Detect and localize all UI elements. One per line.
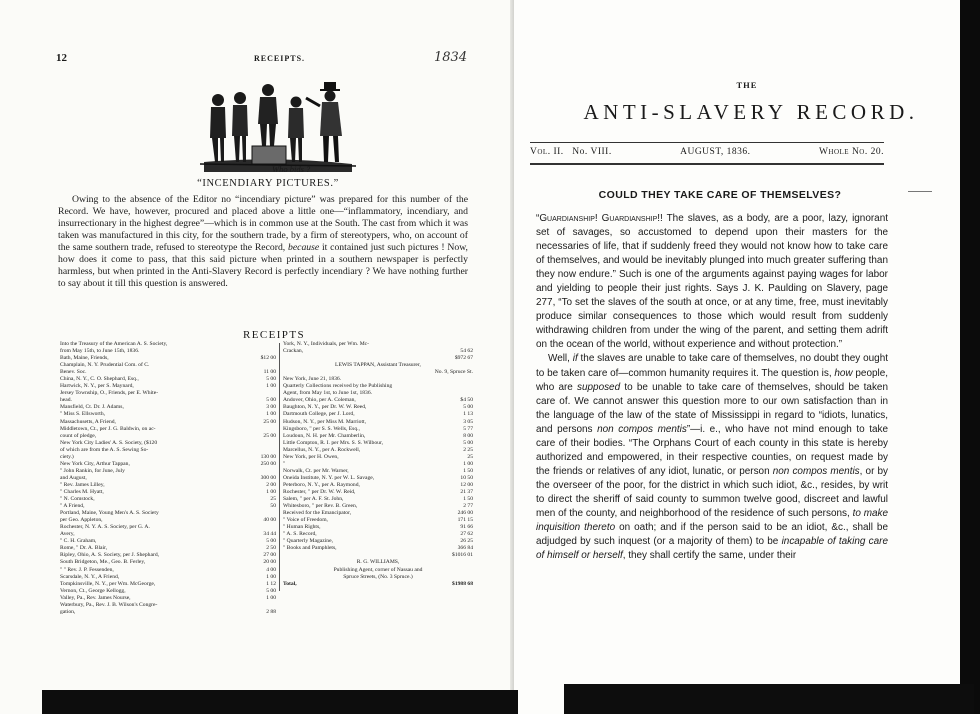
receipt-amount: 1 00 [266,411,276,418]
receipt-text: from May 15th, to June 15th, 1836. [60,348,140,355]
receipt-row [283,552,473,559]
receipt-amount: 5 77 [463,425,473,432]
receipt-description: " " Rev. J. P. Fessenden, [60,566,114,573]
receipt-signature: Spruce Streets, (No. 3 Spruce.) [343,573,413,580]
receipt-row [283,397,473,404]
receipt-description: Massachusetts, A Friend, [60,418,116,425]
receipt-description: Rome, " Dr. A. Blair, [60,545,108,552]
receipt-description: and August, [60,474,87,481]
receipt-text: Jersey Township, O., Friends, per E. White- [60,390,159,397]
receipt-row [60,369,276,376]
article-paragraph: “Guardianship! Guardianship!! The slaves, as a body, are a poor, lazy, ignorant set of savages, so accustomed to depend upon their masters for the necessaries of life, that if suddenly freed they would not know how to take care of themselves, and would be inevitably plunged into much greater suffering than they now endure.” Such is one of the arguments against paying wages for labor and yielding to people their just rights. Says J. K. Paulding on Slavery, page 277, “To set the slaves of the south at once, or at any time, free, must inevitably produce similar consequences to those which would result from suddenly withdrawing children from under the wing of the parent, and setting them adrift on the ocean of the world, without experience and without protection.” [536,213,888,351]
receipt-row [283,538,473,545]
receipt-amount: 12 00 [460,481,473,488]
receipt-description: " Charles M. Hyatt, [60,488,104,495]
receipt-row [60,581,276,588]
receipt-amount: 21 37 [460,488,473,495]
receipt-description: Whitesboro, " per Rev. B. Green, [283,503,358,510]
receipt-text: " John Rankin, for June, July [60,467,125,474]
receipt-row [283,426,473,433]
receipt-description: Scarsdale, N. Y., A Friend, [60,573,120,580]
receipt-description: Received for the Emancipator, [283,510,352,517]
receipt-row [60,404,276,411]
receipt-text: New York, June 21, 1836. [283,376,342,383]
receipt-amount: 50 [270,503,276,510]
receipt-row [283,447,473,454]
receipt-amount: 5 00 [463,439,473,446]
receipt-amount: 4 00 [266,566,276,573]
issue-whole-number: Whole No. 20. [818,147,884,157]
receipt-description: " Books and Pamphlets, [283,545,337,552]
receipt-description: " [283,460,286,467]
issue-volume: Vol. II. [530,147,564,157]
receipt-row [283,517,473,524]
receipt-row [60,355,276,362]
receipt-amount: $1988 68 [452,580,473,587]
receipt-row [283,503,473,510]
receipt-amount: $972 67 [454,355,473,362]
receipt-description: Bath, Maine, Friends, [60,355,109,362]
receipt-description: Oneida Institute, N. Y. per W. L. Savage, [283,474,375,481]
receipt-row [283,404,473,411]
receipt-amount: 1 50 [463,496,473,503]
receipt-signature: LEWIS TAPPAN, Assistant Treasurer, [335,362,421,369]
receipt-text: Agent, from May 1st, to June 1st, 1836. [283,390,373,397]
article-body-right [536,212,888,563]
receipt-row [283,545,473,552]
issue-number: No. VIII. [572,147,612,157]
receipt-description: York, N. Y., Individuals, per Wm. Mc- [283,341,370,347]
receipt-text: New York City Ladies' A. S. Society, ($120 [60,439,158,446]
scan-border-bottom-right [564,684,974,714]
receipt-amount: 130 00 [260,453,276,460]
receipt-text: Champlain, N. Y. Prudential Com. of C. [60,362,150,369]
receipt-description: " A Friend, [60,503,85,510]
receipt-description: Ripley, Ohio, A. S. Society, per J. Shephard, [60,552,160,559]
receipt-row [60,503,276,510]
handwritten-note: 1834 [434,50,468,65]
receipt-row [283,440,473,447]
receipt-signature: R. G. WILLIAMS, [356,559,400,566]
receipt-row [283,454,473,461]
receipt-amount: 54 62 [460,348,473,355]
receipt-amount: 2 77 [463,503,473,510]
receipt-description: Mansfield, Ct. Dr. J. Adams, [60,404,124,411]
receipt-description: " Miss S. Ellsworth, [60,411,106,418]
receipt-row [60,397,276,404]
receipt-amount: 2 88 [266,608,276,615]
receipt-description: Tompkinsville, N. Y., per Wm. McGeorge, [60,580,156,587]
receipt-amount: 11 00 [263,369,276,376]
article-paragraph: Well, if the slaves are unable to take care of themselves, no doubt they ought to be taken care of—common humanity requires it. The question is, how people, who are supposed to be unable to take care of themselves, should be taken care of. We cannot answer this question more to our own satisfaction than in the language of the law of the state of Mississippi in regard to “idiots, lunatics, and persons non compos mentis”—i. e., who have not mind enough to take care of their bodies. “The Orphans Court of each county in this state is hereby authorized and empowered, in their respective counties, on request made by the friends or relatives of any idiot, lunatic, or person non compos mentis, or by the overseer of the poor, for the district in which such idiot, &c., resides, by writ to direct the sheriff of said county to summon twelve good, discreet and lawful men of the county, and neighborhood of the residence of such persons, to make inquisition thereto on oath; and if the person said to be an idiot, &c., shall be adjudged by such inquest (or a majority of them) to be incapable of taking care of himself or herself, they shall certify the same, under their [536,353,889,562]
receipt-description: Andover, Ohio, per A. Coleman, [283,397,356,404]
receipt-amount: 10 50 [460,474,473,481]
receipt-amount: 366 84 [457,545,473,552]
receipt-amount: 5 00 [266,397,276,404]
receipt-row [283,482,473,489]
receipt-row [283,489,473,496]
receipt-row [60,496,276,503]
receipt-description: ciety.) [60,453,74,460]
issue-line [530,147,884,157]
receipt-description: Norwalk, Ct. per Mr. Warner, [283,467,349,474]
receipt-description: Crackan, [283,348,304,355]
receipt-description: Baughton, N. Y., per Dr. W. W. Reed, [283,404,367,411]
receipt-row [283,433,473,440]
receipt-text: Rochester, N. Y. A. S. Society, per G. A. [60,524,150,531]
receipt-amount: 300 00 [260,474,276,481]
receipt-description: " Human Rights, [283,524,321,531]
article-paragraph: Owing to the absence of the Editor no “incendiary picture” was prepared for this number of the Record. We have, however, procured and placed above a little one—“inflammatory, incendiary, and insurrectionary in the highest degree”—which is in common use at the South. The cast from which it was taken was manufactured in this city, for the southern trade, by a firm of stereotypers, who, on account of the same southern trade, refused to stereotype the Record, because it contained just such pictures ! Now, how does it come to pass, that this said picture when printed in a southern newspaper is perfectly harmless, but when printed in the Anti-Slavery Record is perfectly incendiary ? We have nothing further to say about it till this question is answered. [58,194,468,289]
receipt-amount: 2 00 [266,481,276,488]
receipt-amount [470,341,473,348]
receipt-row [60,595,276,602]
receipt-text: Quarterly Collections received by the Publishing [283,383,393,390]
receipt-amount: 25 00 [263,432,276,439]
receipt-amount: 91 66 [460,524,473,531]
receipt-row [283,411,473,418]
receipt-row [283,475,473,482]
receipt-row [60,482,276,489]
article-body-left [58,194,468,290]
margin-mark [908,191,932,192]
receipt-amount: No. 9, Spruce St. [434,369,473,376]
receipt-amount: 27 62 [460,531,473,538]
receipt-row [283,496,473,503]
receipt-amount: 1 12 [266,580,276,587]
receipt-row [60,538,276,545]
receipt-row [283,510,473,517]
receipt-description: " A. S. Record, [283,531,317,538]
column-divider [279,343,280,591]
receipt-row [283,461,473,468]
receipt-amount: 40 00 [263,517,276,524]
receipt-amount: 3 05 [463,418,473,425]
receipt-amount: 5 00 [266,376,276,383]
receipt-amount: 5 00 [463,404,473,411]
receipt-amount: 1 00 [266,573,276,580]
receipt-row [60,454,276,461]
receipt-row [60,475,276,482]
receipt-text: Middletown, Ct., per J. G. Baldwin, on ac- [60,425,156,432]
receipt-row [283,348,473,355]
scan-border-bottom-left [42,690,518,714]
receipt-row [60,552,276,559]
receipt-row [283,369,473,376]
receipt-row [60,489,276,496]
receipt-description: China, N. Y., C. O. Shephard, Esq., [60,376,139,383]
receipt-row [60,419,276,426]
scan-edge [960,0,980,714]
receipt-amount: 1 13 [463,411,473,418]
receipt-text: Waterbury, Pa., Rev. J. B. Wilson's Congre- [60,601,158,608]
receipt-amount: $12 00 [260,355,276,362]
receipt-row [60,517,276,524]
receipt-amount: 3 00 [266,404,276,411]
receipt-row [283,419,473,426]
receipts-title: RECEIPTS [243,329,305,341]
receipt-description: count of pledge, [60,432,97,439]
receipt-description: Benev. Soc. [60,369,87,376]
receipts-column-right [283,341,473,588]
issue-volume-number [530,147,612,157]
receipt-description: " Voice of Freedom, [283,517,328,524]
receipt-amount: 25 [270,496,276,503]
receipt-description: per Geo. Appleton, [60,517,103,524]
receipt-row [60,588,276,595]
receipt-description: " Quarterly Magazine, [283,538,333,545]
receipt-description: head. [60,397,72,404]
receipt-amount: 25 [467,453,473,460]
receipt-amount: 20 00 [263,559,276,566]
receipt-row [60,376,276,383]
masthead-title: ANTI-SLAVERY RECORD. [583,100,919,124]
receipt-description: " C. H. Graham, [60,538,97,545]
receipt-description: New York City, Arthur Tappan, [60,460,130,467]
receipt-amount: 1 00 [266,594,276,601]
receipt-text: Portland, Maine, Young Men's A. S. Society [60,510,159,517]
receipt-amount: 1 00 [463,460,473,467]
receipt-row [283,524,473,531]
masthead-rule [530,142,884,143]
receipt-description: Salem, " per A. F. St. John, [283,496,344,503]
receipt-description: Total, [283,580,297,587]
page-number: 12 [56,52,67,64]
receipt-row [283,468,473,475]
receipt-amount: $1016 01 [452,552,473,559]
issue-date: AUGUST, 1836. [680,147,751,157]
receipt-description: " N. Comstock, [60,496,95,503]
receipt-description: New York, per H. Owen, [283,453,339,460]
woodcut-illustration [196,76,358,172]
receipt-row [283,341,473,348]
receipt-amount: 5 00 [266,538,276,545]
receipt-amount: 1 00 [266,488,276,495]
receipt-row [60,411,276,418]
article-heading-left: “INCENDIARY PICTURES.” [197,178,339,189]
receipt-amount: 171 15 [457,517,473,524]
receipt-text: of which are from the A. S. Sewing So- [60,446,149,453]
masthead-rule-double [530,163,884,165]
receipt-row [60,531,276,538]
receipt-description: Avery, [60,531,75,538]
receipt-amount: 34 44 [263,531,276,538]
receipt-row [60,461,276,468]
receipt-row [60,609,276,616]
receipt-description: Loudoun, N. H. per Mr. Chamberlin, [283,432,366,439]
receipt-description: Valley, Pa., Rev. James Nourse, [60,594,131,601]
illustration-caption: Who bids ? [272,164,311,174]
receipt-row [283,531,473,538]
receipt-row [60,545,276,552]
receipt-amount: 26 25 [460,538,473,545]
receipt-amount: 25 00 [263,418,276,425]
receipt-row [60,383,276,390]
article-heading-right: COULD THEY TAKE CARE OF THEMSELVES? [598,189,842,201]
receipt-amount: 1 00 [266,383,276,390]
receipt-row [283,355,473,362]
masthead-the: THE [736,80,758,90]
receipt-description: Hartwick, N. Y., per S. Maynard, [60,383,134,390]
receipt-amount: 250 00 [260,460,276,467]
receipt-description: Peterboro, N. Y., per A. Raymond, [283,481,360,488]
receipt-signature: Publishing Agent, corner of Nassau and [333,566,423,573]
receipt-amount: $4 50 [460,397,473,404]
running-head: RECEIPTS. [254,54,306,63]
receipt-description: Vernon, Ct., George Kellogg, [60,587,126,594]
receipt-row [60,559,276,566]
receipt-amount: 2 50 [266,545,276,552]
receipt-text: Into the Treasury of the American A. S. Society, [60,341,168,347]
receipt-description: Hudson, N. Y., per Miss M. Marriott, [283,418,366,425]
receipt-amount: 5 00 [266,587,276,594]
receipt-description: Marcellus, N. Y., per A. Rockwell, [283,446,361,453]
receipt-description: " Rev. James Lilley, [60,481,105,488]
receipt-description: Rochester, " per Dr. W. W. Reid, [283,488,356,495]
receipt-row [60,433,276,440]
receipt-amount: 8 00 [463,432,473,439]
receipts-column-left [60,341,276,616]
receipt-description: Kingsboro, " per S. S. Wells, Esq., [283,425,360,432]
receipt-description: Little Compton, R. I. per Mrs. S. S. Wilbour, [283,439,383,446]
receipt-description: South Bridgeton, Me., Geo. B. Ferley, [60,559,146,566]
receipt-amount: 1 50 [463,467,473,474]
receipt-row [283,581,473,588]
receipt-amount: 27 00 [263,552,276,559]
receipt-amount: 2 25 [463,446,473,453]
receipt-row [60,574,276,581]
receipt-amount: 246 00 [457,510,473,517]
receipt-description: gation, [60,608,76,615]
receipt-description: Dartmouth College, per J. Lord, [283,411,355,418]
receipt-row [60,567,276,574]
